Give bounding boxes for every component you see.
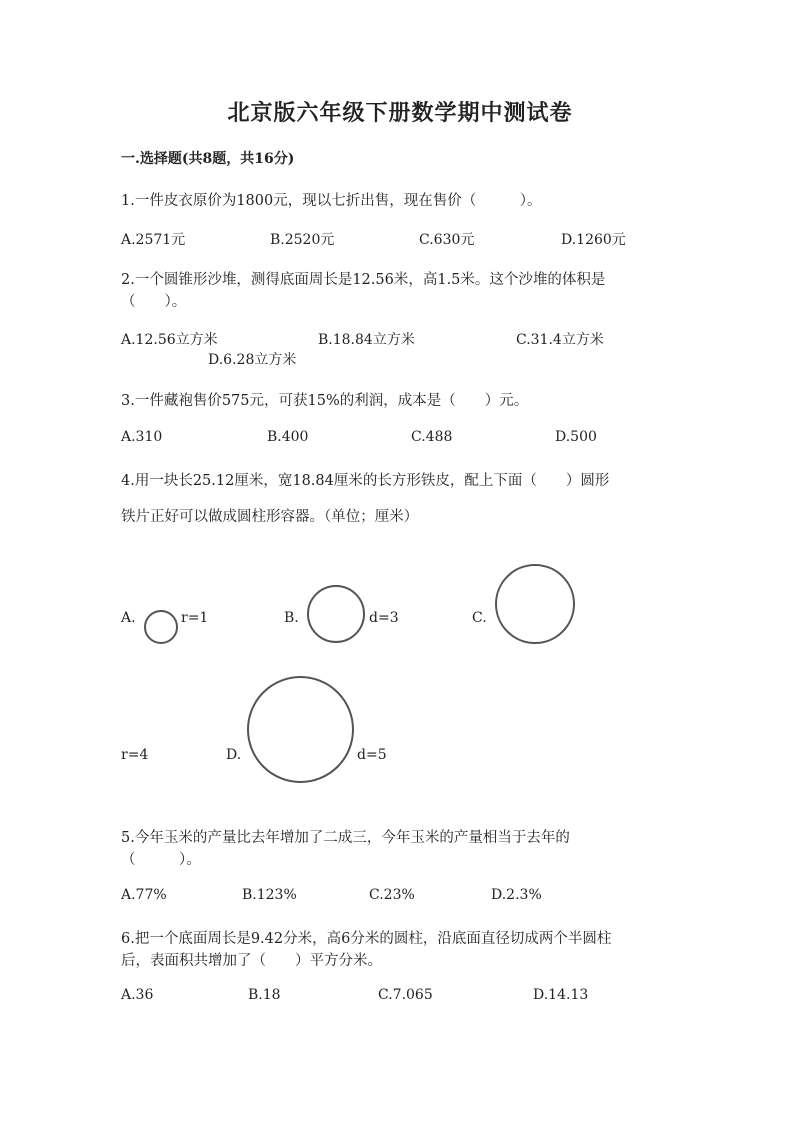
circle-d [247, 676, 354, 783]
question-6-text-line-2: 后，表面积共增加了（ ）平方分米。 [121, 953, 382, 969]
question-6-option-c: C.7.065 [378, 987, 433, 1003]
figure-label-r1: r=1 [181, 610, 209, 626]
question-5-option-a: A.77% [121, 887, 167, 903]
question-5-option-b: B.123% [242, 887, 297, 903]
figure-label-c: C. [472, 610, 487, 626]
section-heading: 一.选择题(共8题，共16分) [121, 151, 295, 167]
question-6-text-line-1: 6.把一个底面周长是9.42分米，高6分米的圆柱，沿底面直径切成两个半圆柱 [121, 931, 612, 947]
question-6-option-b: B.18 [248, 987, 281, 1003]
question-3-option-c: C.488 [411, 429, 453, 445]
question-5-text-line-1: 5.今年玉米的产量比去年增加了二成三，今年玉米的产量相当于去年的 [121, 830, 570, 846]
question-5-option-d: D.2.3% [491, 887, 542, 903]
figure-label-b: B. [284, 610, 299, 626]
figure-label-d3: d=3 [369, 610, 399, 626]
question-1-option-c: C.630元 [419, 232, 475, 248]
question-6-option-a: A.36 [121, 987, 154, 1003]
circle-b [307, 585, 365, 643]
question-2-text-line-2: （ ）。 [121, 294, 187, 310]
question-2-text-line-1: 2.一个圆锥形沙堆，测得底面周长是12.56米，高1.5米。这个沙堆的体积是 [121, 272, 606, 288]
figure-label-d: D. [226, 747, 242, 763]
question-3-option-d: D.500 [555, 429, 597, 445]
question-2-option-c: C.31.4立方米 [516, 332, 604, 348]
question-4-text-line-2: 铁片正好可以做成圆柱形容器。（单位；厘米） [121, 509, 419, 525]
circle-c [495, 564, 575, 644]
question-3-option-b: B.400 [267, 429, 309, 445]
question-2-option-d: D.6.28立方米 [208, 352, 297, 368]
question-5-option-c: C.23% [369, 887, 415, 903]
question-1-text: 1.一件皮衣原价为1800元，现以七折出售，现在售价（ ）。 [121, 193, 542, 209]
question-3-text: 3.一件藏袍售价575元，可获15%的利润，成本是（ ）元。 [121, 393, 529, 409]
question-1-option-d: D.1260元 [561, 232, 626, 248]
question-2-option-a: A.12.56立方米 [121, 332, 218, 348]
question-6-option-d: D.14.13 [533, 987, 589, 1003]
question-1-option-b: B.2520元 [270, 232, 335, 248]
question-2-option-b: B.18.84立方米 [318, 332, 415, 348]
question-1-option-a: A.2571元 [121, 232, 186, 248]
question-4-text-line-1: 4.用一块长25.12厘米，宽18.84厘米的长方形铁皮，配上下面（ ）圆形 [121, 473, 610, 489]
figure-label-a: A. [121, 610, 136, 626]
page-title: 北京版六年级下册数学期中测试卷 [227, 100, 573, 126]
figure-label-d5: d=5 [357, 747, 387, 763]
question-3-option-a: A.310 [121, 429, 163, 445]
circle-a [144, 610, 178, 644]
question-5-text-line-2: （ ）。 [121, 852, 201, 868]
figure-label-r4: r=4 [121, 747, 149, 763]
